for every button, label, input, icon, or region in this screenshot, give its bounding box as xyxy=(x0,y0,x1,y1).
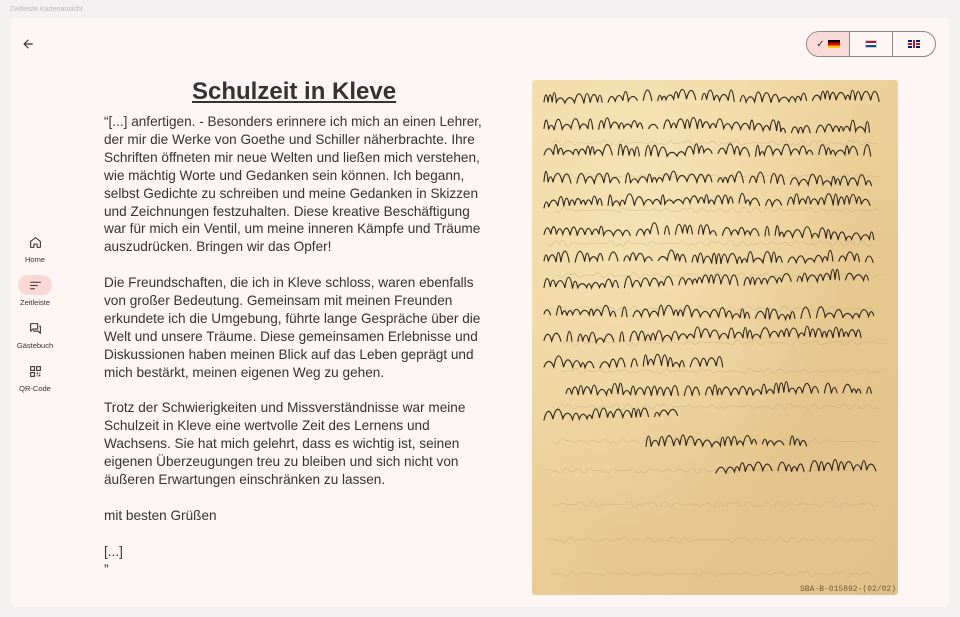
ink-line xyxy=(544,171,872,186)
bleed-through-stroke xyxy=(553,140,877,146)
home-icon xyxy=(29,236,42,249)
guestbook-icon xyxy=(29,322,42,335)
ink-line xyxy=(544,326,867,342)
bleed-through-stroke xyxy=(545,468,869,474)
paragraph: Die Freundschaften, die ich in Kleve schloss, waren ebenfalls von großer Bedeutung. Gemeinsam mit meinen Freunden erkundete ich die Umgebung, führte lange Gespräche über die Welt und unsere Träume. Diese gemeinsamen Erlebnisse und Diskussionen haben meinen Blick auf das Leben geprägt und mich bestärkt, meinen eigenen Weg zu gehen. xyxy=(104,275,481,380)
uk-flag-icon xyxy=(908,40,920,48)
paragraph: “[...] anfertigen. - Besonders erinnere ich mich an einen Lehrer, der mir die Werke von Goethe und Schiller näherbrachte. Ihre Schriften öffneten mir neue Welten und ließen mich verstehen, wie mächtig Worte und Gedanken sein können. Ich begann, selbst Gedichte zu schreiben und meine Gedanken in Skizzen und Zeichnungen festzuhalten. Diese kreative Beschäftigung war für mich ein Ventil, um meine inneren Kämpfe und Träume auszudrücken. Bringen wir das Opfer! xyxy=(104,114,482,255)
timeline-icon-wrap xyxy=(18,275,52,295)
language-gb-button[interactable] xyxy=(893,32,935,56)
bleed-through-stroke xyxy=(555,207,879,213)
bleed-through-stroke xyxy=(553,404,877,410)
ink-line xyxy=(544,408,678,420)
language-switcher xyxy=(806,31,936,57)
qr-code-icon-wrap xyxy=(18,361,52,381)
bleed-through-stroke xyxy=(561,368,885,374)
bleed-through-stroke xyxy=(549,537,873,543)
page-title: Schulzeit in Kleve xyxy=(192,78,397,105)
ink-line xyxy=(544,89,885,103)
app-container xyxy=(10,18,950,607)
back-button[interactable] xyxy=(18,34,38,54)
letter-image xyxy=(532,80,898,595)
nav-item-gaestebuch[interactable] xyxy=(10,318,60,361)
ink-line xyxy=(544,305,874,319)
ink-line xyxy=(544,354,729,367)
side-navigation xyxy=(10,232,60,404)
ink-line xyxy=(544,118,870,134)
bleed-through-stroke xyxy=(555,173,879,179)
paragraph: Trotz der Schwierigkeiten und Missverständnisse war meine Schulzeit in Kleve eine wertvolle Zeit des Lernens und Wachsens. Sie hat mich gelehrt, dass es wichtig ist, seinen eigenen Überzeugungen treu zu bleiben und sich nicht von äußeren Erwartungen einschränken zu lassen. xyxy=(104,400,466,488)
nav-label-gaestebuch: Gästebuch xyxy=(16,341,54,350)
nav-label-home: Home xyxy=(24,255,45,264)
check-icon: ✓ xyxy=(816,38,825,50)
arrow-left-icon xyxy=(21,37,35,51)
handwriting-scan xyxy=(532,80,898,595)
nav-item-zeitleiste[interactable] xyxy=(10,275,60,318)
language-de-button[interactable] xyxy=(807,32,850,56)
closing-ellipsis: [...] xyxy=(104,543,123,559)
nav-item-home[interactable] xyxy=(10,232,60,275)
ink-line xyxy=(544,223,874,240)
bleed-through-stroke xyxy=(551,571,875,576)
bleed-through-stroke xyxy=(554,501,878,507)
ink-line xyxy=(544,144,871,157)
window-title: Zeitleiste Kartenansicht xyxy=(10,6,83,13)
timeline-icon xyxy=(29,279,42,292)
language-nl-button[interactable] xyxy=(850,32,893,56)
bleed-through-stroke xyxy=(560,340,884,346)
ink-line xyxy=(544,269,868,288)
ink-line xyxy=(566,382,871,396)
nav-item-qr-code[interactable] xyxy=(10,361,60,404)
german-flag-icon xyxy=(828,40,840,48)
bleed-through-stroke xyxy=(547,240,871,246)
nav-label-zeitleiste: Zeitleiste xyxy=(19,298,50,307)
ink-line xyxy=(544,193,870,208)
article-text xyxy=(104,113,489,579)
ink-line xyxy=(544,250,873,264)
nav-label-qr-code: QR-Code xyxy=(19,384,51,393)
guestbook-icon-wrap xyxy=(18,318,52,338)
closing-quote: ” xyxy=(104,561,109,577)
qr-code-icon xyxy=(29,365,42,378)
home-icon-wrap xyxy=(18,232,52,252)
paragraph: mit besten Grüßen xyxy=(104,507,217,523)
archive-reference: SBA-B-015892-(02/02) xyxy=(800,585,897,594)
dutch-flag-icon xyxy=(865,40,877,48)
